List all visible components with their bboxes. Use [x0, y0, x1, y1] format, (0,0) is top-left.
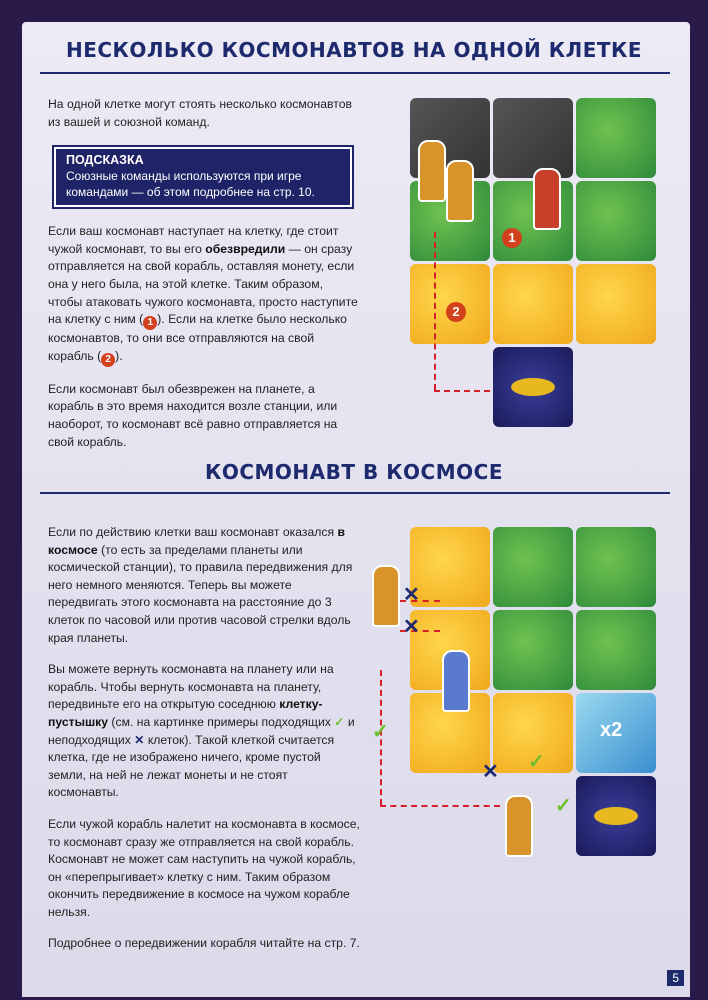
divider [40, 492, 670, 494]
section2-text-column [48, 524, 360, 953]
page-number: 5 [667, 970, 684, 986]
enemy-ship-paragraph: Если чужой корабль налетит на космонавта в космосе, то космонавт сразу же отправляется на свой корабль. Космонавт не может сам наступить на чужой корабль, он «перепрыгивает» клетку с ним. Таким образом окончить передвижение в космосе на чужом корабле нельзя. [48, 816, 360, 919]
cross-icon: ✕ [403, 584, 420, 606]
badge-2: 2 [101, 353, 115, 367]
tip-text: Союзные команды используются при игре командами — об этом подробнее на стр. 10. [66, 169, 315, 200]
check-icon: ✓ [372, 721, 389, 743]
intro-text: На одной клетке могут стоять несколько космонавтов из вашей и союзной команд. [48, 97, 352, 129]
check-icon: ✓ [555, 795, 572, 817]
badge-1: 1 [143, 316, 157, 330]
check-icon: ✓ [528, 751, 545, 773]
badge-1-marker: 1 [502, 228, 522, 248]
enemy-astronaut-figure [533, 168, 561, 230]
section-title-multiple: НЕСКОЛЬКО КОСМОНАВТОВ НА ОДНОЙ КЛЕТКЕ [65, 38, 643, 62]
multiplier-label: x2 [600, 719, 623, 741]
astronaut-figure [442, 650, 470, 712]
tip-title: ПОДСКАЗКА [66, 153, 144, 168]
cross-icon: ✕ [482, 761, 499, 783]
station-paragraph: Если космонавт был обезврежен на планете, а корабль в это время находится возле станции, или наоборот, то космонавт всё равно отправляется на свой корабль. [48, 381, 338, 449]
tip-box [54, 147, 352, 207]
space-paragraph: Если по действию клетки ваш космонавт оказался в космосе (то есть за пределами планеты или космической станции), то правила передвижения для него немного меняются. Теперь вы можете передвигать этого космонавта на расстояние до 3 клеток по часовой или против часовой стрелки вдоль края планеты. [48, 525, 353, 645]
ship-icon [594, 807, 638, 825]
astronaut-figure [418, 140, 446, 202]
attack-paragraph: Если ваш космонавт наступает на клетку, где стоит чужой космонавт, то вы его обезвредили — он сразу отправляется на свой корабль, оставляя монету, если она у него была, на этой клетке. Таким образом, чтобы атаковать чужого космонавта, просто наступите на клетку с ним ( 1 ). Если на клетке было несколько космонавтов, то они все отправляются на свой корабль ( 2 ). [48, 224, 358, 365]
astronaut-figure [446, 160, 474, 222]
cross-icon: ✕ [403, 616, 420, 638]
astronaut-figure [505, 795, 533, 857]
return-paragraph: Вы можете вернуть космонавта на планету или на корабль. Чтобы вернуть космонавта на планету, передвиньте его на открытую соседнюю клетку-пустышку (см. на картинке примеры подходящих ✓ и неподходящих ✕ клеток). Такой клеткой считается клетка, где не изображено ничего, кроме пустой земли, на ней не лежат монеты и не стоят космонавты. [48, 662, 355, 800]
section1-text-column [48, 96, 360, 451]
cross-icon: ✕ [134, 732, 145, 747]
ship-icon [511, 378, 555, 396]
section-title-space: КОСМОНАВТ В КОСМОСЕ [205, 460, 503, 484]
divider [40, 72, 670, 74]
badge-2-marker: 2 [446, 302, 466, 322]
astronaut-figure [372, 565, 400, 627]
check-icon: ✓ [334, 714, 345, 729]
ship-reference-paragraph: Подробнее о передвижении корабля читайте на стр. 7. [48, 936, 360, 951]
